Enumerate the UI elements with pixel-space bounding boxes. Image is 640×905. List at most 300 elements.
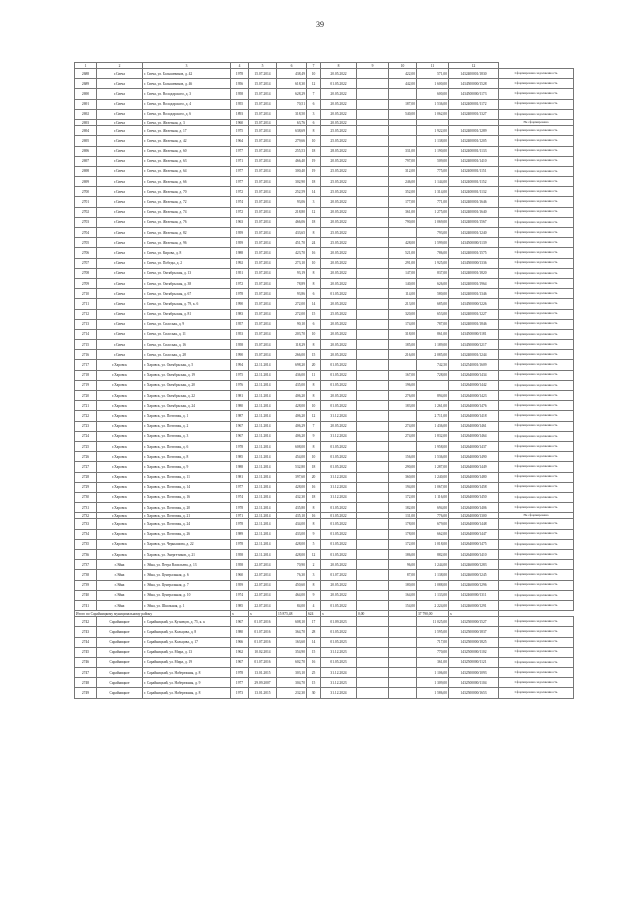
- cell-code: 1432640000/1418: [449, 411, 499, 421]
- cell-status: Сформирована задолженность: [499, 657, 574, 667]
- cell-c7: 6: [307, 319, 321, 329]
- cell-n: 2735: [75, 539, 97, 549]
- cell-year: 1983: [231, 309, 249, 319]
- cell-address: г. Свеча, ул. Октябрьская, д. 38: [143, 278, 231, 288]
- cell-sum: 194,00: [389, 482, 417, 492]
- cell-c7: 8: [307, 519, 321, 529]
- cell-date: 15.07.2014: [249, 299, 277, 309]
- cell-c9: [357, 289, 389, 299]
- cell-settlement: г.Харовск: [97, 431, 143, 441]
- cell-sum: 540,00: [389, 109, 417, 119]
- cell-area: 232,30: [277, 688, 307, 698]
- cell-status: Сформирована задолженность: [499, 197, 574, 207]
- cell-code: 1432640000/1437: [449, 441, 499, 451]
- cell-area: 266,00: [277, 350, 307, 360]
- cell-settlement: г.Харовск: [97, 529, 143, 539]
- cell-sum2: 1 133,00: [417, 590, 449, 600]
- cell-n: 2710: [75, 289, 97, 299]
- cell-area: 78,89: [277, 278, 307, 288]
- cell-year: 1987: [231, 411, 249, 421]
- cell-n: 2746: [75, 657, 97, 667]
- cell-sum: 274,00: [389, 431, 417, 441]
- cell-status: Сформирована задолженность: [499, 109, 574, 119]
- cell-status: Сформирована задолженность: [499, 89, 574, 99]
- cell-settlement: г.Харовск: [97, 550, 143, 560]
- cell-c7: 8: [307, 340, 321, 350]
- cell-sum2: 1 586,00: [417, 688, 449, 698]
- cell-sum: [389, 627, 417, 637]
- cell-area: 628,29: [277, 89, 307, 99]
- cell-c7: 9: [307, 529, 321, 539]
- cell-n: 2744: [75, 637, 97, 647]
- cell-c9: [357, 197, 389, 207]
- cell-c7: 12: [307, 207, 321, 217]
- table-row: [75, 492, 574, 502]
- cell-address: г. Свеча, ул. Железная, д. 82: [143, 228, 231, 238]
- cell-code: 1432640000/1448: [449, 519, 499, 529]
- cell-status: Сформирована задолженность: [499, 319, 574, 329]
- table-row: [75, 401, 574, 411]
- cell-date: 15.07.2014: [249, 248, 277, 258]
- cell-area: 532,80: [277, 462, 307, 472]
- cell-status: Сформирована задолженность: [499, 207, 574, 217]
- cell-c9: [357, 472, 389, 482]
- cell-address: г. Сарайницкий, ул. Кольцова, д. 17: [143, 637, 231, 647]
- cell-sum2: 1 275,00: [417, 207, 449, 217]
- cell-deadline: 31.12.2024: [321, 482, 357, 492]
- cell-sum: 442,00: [389, 79, 417, 89]
- cell-c9: [357, 529, 389, 539]
- cell-sum: 154,00: [389, 600, 417, 610]
- cell-code: 1432400001/1567: [449, 217, 499, 227]
- cell-c9: [357, 329, 389, 339]
- cell-area: 272,00: [277, 309, 307, 319]
- cell-year: 1958: [231, 340, 249, 350]
- table-row: [75, 560, 574, 570]
- cell-area: 428,00: [277, 482, 307, 492]
- cell-sum2: 509,00: [417, 156, 449, 166]
- cell-c7: 11: [307, 370, 321, 380]
- cell-c9: [357, 492, 389, 502]
- cell-status: Сформирована задолженность: [499, 340, 574, 350]
- cell-n: 2723: [75, 421, 97, 431]
- cell-settlement: г.Харовск: [97, 401, 143, 411]
- cell-area: 70,90: [277, 560, 307, 570]
- cell-n: 2748: [75, 678, 97, 688]
- table-row: [75, 411, 574, 421]
- cell-year: 1978: [231, 668, 249, 678]
- cell-settlement: г.Свеча: [97, 268, 143, 278]
- cell-sum2: 1 138,00: [417, 570, 449, 580]
- cell-area: 304,70: [277, 678, 307, 688]
- cell-c7: 10: [307, 452, 321, 462]
- cell-sum2: 882,00: [417, 550, 449, 560]
- cell-n: 2718: [75, 370, 97, 380]
- cell-n: 2720: [75, 391, 97, 401]
- column-header: 10: [389, 63, 417, 69]
- cell-settlement: Сарайницкое: [97, 678, 143, 688]
- cell-n: 2698: [75, 166, 97, 176]
- cell-code: 1432460000/1283: [449, 560, 499, 570]
- cell-deadline: 20.05.2022: [321, 590, 357, 600]
- cell-sum: [389, 411, 417, 421]
- total-label: Итого по Сарайницкому муниципальному району: [75, 611, 231, 617]
- cell-year: 1971: [231, 513, 249, 519]
- cell-area: 428,00: [277, 550, 307, 560]
- cell-year: 1992: [231, 258, 249, 268]
- cell-area: 435,00: [277, 380, 307, 390]
- cell-area: 454,00: [277, 452, 307, 462]
- cell-deadline: 20.05.2022: [321, 421, 357, 431]
- cell-settlement: г.Харовск: [97, 370, 143, 380]
- cell-area: 406,20: [277, 431, 307, 441]
- cell-deadline: 31.12.2023: [321, 647, 357, 657]
- cell-address: г. Харовск, ул. Почтовая, д. 16: [143, 492, 231, 502]
- cell-n: 2695: [75, 136, 97, 146]
- cell-sum2: 1 287,00: [417, 462, 449, 472]
- cell-deadline: 01.05.2022: [321, 441, 357, 451]
- cell-status: Сформирована задолженность: [499, 482, 574, 492]
- cell-year: 1989: [231, 529, 249, 539]
- cell-date: 15.07.2014: [249, 79, 277, 89]
- cell-date: 15.07.2014: [249, 207, 277, 217]
- cell-sum: 797,00: [389, 156, 417, 166]
- cell-deadline: 20.05.2022: [321, 340, 357, 350]
- cell-date: 15.07.2014: [249, 319, 277, 329]
- cell-settlement: Сарайницкое: [97, 668, 143, 678]
- cell-address: г. Харовск, ул. Почтовая, д. 26: [143, 529, 231, 539]
- cell-deadline: 20.05.2022: [321, 248, 357, 258]
- cell-n: 2692: [75, 109, 97, 119]
- cell-date: 22.11.2014: [249, 529, 277, 539]
- cell-n: 2724: [75, 431, 97, 441]
- cell-address: г. Свеча, ул. Октябрьская, д. 81: [143, 309, 231, 319]
- cell-date: 22.11.2014: [249, 550, 277, 560]
- table-row: [75, 89, 574, 99]
- cell-status: Сформирована задолженность: [499, 560, 574, 570]
- cell-c7: 10: [307, 69, 321, 79]
- cell-address: г. Харовск, ул. Почтовая, д. 2: [143, 421, 231, 431]
- cell-code: 1432400001/1227: [449, 309, 499, 319]
- cell-area: 464,00: [277, 590, 307, 600]
- cell-code: 1432400001/1205: [449, 136, 499, 146]
- cell-c9: [357, 248, 389, 258]
- cell-settlement: г.Харовск: [97, 503, 143, 513]
- cell-c7: 6: [307, 289, 321, 299]
- cell-settlement: г.Харовск: [97, 441, 143, 451]
- cell-address: г. Харовск, ул. Почтовая, д. 9: [143, 462, 231, 472]
- cell-c9: [357, 401, 389, 411]
- cell-status: Сформирована задолженность: [499, 539, 574, 549]
- cell-c9: [357, 431, 389, 441]
- cell-deadline: 20.05.2022: [321, 207, 357, 217]
- cell-year: 1967: [231, 421, 249, 431]
- cell-area: 218,80: [277, 207, 307, 217]
- cell-address: г. Эйна, ул. Петра Васильева, д. 13: [143, 560, 231, 570]
- cell-year: 1988: [231, 248, 249, 258]
- cell-date: 15.07.2014: [249, 119, 277, 125]
- cell-deadline: 25.05.2022: [321, 228, 357, 238]
- cell-address: г. Свеча, ул. Железная, д. 64: [143, 166, 231, 176]
- cell-deadline: 01.05.2022: [321, 370, 357, 380]
- cell-c9: [357, 278, 389, 288]
- cell-c7: 8: [307, 503, 321, 513]
- cell-sum: 290,00: [389, 462, 417, 472]
- cell-address: г. Харовск, ул. Почтовая, д. 24: [143, 519, 231, 529]
- cell-sum: [389, 668, 417, 678]
- cell-code: 1434500000/1336: [449, 258, 499, 268]
- cell-year: 1990: [231, 350, 249, 360]
- cell-n: 2714: [75, 329, 97, 339]
- cell-area: 354,90: [277, 647, 307, 657]
- cell-deadline: 20.05.2022: [321, 109, 357, 119]
- cell-year: 1985: [231, 452, 249, 462]
- cell-deadline: 20.05.2022: [321, 156, 357, 166]
- cell-sum2: 1 261,00: [417, 401, 449, 411]
- cell-c7: 15: [307, 309, 321, 319]
- table-row: [75, 380, 574, 390]
- cell-settlement: г.Свеча: [97, 340, 143, 350]
- cell-status: Сформирована задолженность: [499, 299, 574, 309]
- column-header: 11: [417, 63, 449, 69]
- cell-sum2: 1 832,00: [417, 431, 449, 441]
- cell-address: г. Свеча, ул. Кирова, д. 8: [143, 248, 231, 258]
- cell-sum2: 1 536,00: [417, 99, 449, 109]
- cell-deadline: 01.05.2023: [321, 657, 357, 667]
- cell-status: Сформирована задолженность: [499, 668, 574, 678]
- cell-settlement: Сарайницкое: [97, 637, 143, 647]
- cell-sum2: 1 069,00: [417, 217, 449, 227]
- table-row: [75, 166, 574, 176]
- cell-status: Сформирована задолженность: [499, 441, 574, 451]
- table-row: [75, 309, 574, 319]
- cell-sum: [389, 678, 417, 688]
- cell-code: 1434500000/1139: [449, 238, 499, 248]
- cell-status: Сформирована задолженность: [499, 401, 574, 411]
- cell-sum2: 571,00: [417, 69, 449, 79]
- cell-n: 2703: [75, 217, 97, 227]
- cell-code: 1432400001/1410: [449, 156, 499, 166]
- cell-status: Сформирована задолженность: [499, 289, 574, 299]
- cell-n: 2689: [75, 79, 97, 89]
- cell-status: Сформирована задолженность: [499, 627, 574, 637]
- cell-date: 22.11.2014: [249, 492, 277, 502]
- cell-c9: [357, 177, 389, 187]
- cell-year: 1956: [231, 79, 249, 89]
- table-row: [75, 539, 574, 549]
- cell-n: 2717: [75, 360, 97, 370]
- cell-year: 1980: [231, 627, 249, 637]
- cell-sum2: 776,00: [417, 513, 449, 519]
- cell-sum2: 1 958,00: [417, 441, 449, 451]
- cell-n: 2740: [75, 590, 97, 600]
- cell-deadline: 01.05.2022: [321, 550, 357, 560]
- cell-settlement: г.Харовск: [97, 380, 143, 390]
- cell-n: 2701: [75, 197, 97, 207]
- cell-sum: 360,00: [389, 472, 417, 482]
- cell-code: 1432400001/1152: [449, 177, 499, 187]
- cell-deadline: 20.05.2022: [321, 278, 357, 288]
- cell-year: 1977: [231, 177, 249, 187]
- cell-n: 2734: [75, 529, 97, 539]
- cell-date: 15.07.2014: [249, 146, 277, 156]
- cell-address: г. Харовск, ул. Октябрьская, д. 19: [143, 370, 231, 380]
- cell-c9: [357, 600, 389, 610]
- cell-c7: 14: [307, 637, 321, 647]
- cell-c9: [357, 228, 389, 238]
- column-header: 5: [249, 63, 277, 69]
- cell-settlement: Сарайницкое: [97, 617, 143, 627]
- table-row: [75, 177, 574, 187]
- cell-area: 84,00: [277, 600, 307, 610]
- cell-c9: [357, 580, 389, 590]
- total-c7: 624: [307, 611, 321, 617]
- table-row: [75, 299, 574, 309]
- cell-sum2: 1 309,00: [417, 678, 449, 688]
- table-row: [75, 688, 574, 698]
- cell-settlement: г.Свеча: [97, 238, 143, 248]
- cell-sum2: 2 711,00: [417, 411, 449, 421]
- cell-status: Сформирована задолженность: [499, 529, 574, 539]
- cell-area: 279,66: [277, 136, 307, 146]
- cell-code: 1432400001/1646: [449, 197, 499, 207]
- cell-sum: 422,00: [389, 69, 417, 79]
- cell-code: 1432460000/1291: [449, 600, 499, 610]
- cell-address: г. Свеча, ул. Железная, д. 66: [143, 177, 231, 187]
- cell-sum: 318,00: [389, 329, 417, 339]
- cell-status: Сформирована задолженность: [499, 472, 574, 482]
- cell-c7: 16: [307, 513, 321, 519]
- cell-address: г. Свеча, ул. Железная, д. 72: [143, 197, 231, 207]
- table-row: [75, 657, 574, 667]
- cell-sum: 174,00: [389, 319, 417, 329]
- cell-sum2: 793,00: [417, 228, 449, 238]
- cell-area: 432,30: [277, 492, 307, 502]
- cell-address: г. Свеча, ул. Володарского, д. 3: [143, 89, 231, 99]
- cell-code: 1432640000/1464: [449, 431, 499, 441]
- cell-date: 22.11.2014: [249, 482, 277, 492]
- cell-c9: [357, 268, 389, 278]
- cell-deadline: 20.05.2022: [321, 319, 357, 329]
- cell-sum: 177,00: [389, 197, 417, 207]
- cell-c9: [357, 482, 389, 492]
- cell-sum: 131,00: [389, 513, 417, 519]
- cell-address: г. Свеча, ул. Железная, д. 60: [143, 146, 231, 156]
- cell-n: 2690: [75, 89, 97, 99]
- cell-c9: [357, 617, 389, 627]
- cell-code: 1432640000/1461: [449, 421, 499, 431]
- cell-year: 1981: [231, 472, 249, 482]
- cell-settlement: г.Харовск: [97, 391, 143, 401]
- cell-c9: [357, 560, 389, 570]
- cell-date: 15.07.2014: [249, 350, 277, 360]
- cell-status: Сформирована задолженность: [499, 580, 574, 590]
- cell-sum2: 1 106,00: [417, 668, 449, 678]
- cell-n: 2736: [75, 550, 97, 560]
- cell-deadline: 20.05.2022: [321, 580, 357, 590]
- cell-sum: 172,00: [389, 539, 417, 549]
- cell-code: 1432640000/1442: [449, 380, 499, 390]
- cell-address: г. Эйна, ул. Школьная, д. 1: [143, 600, 231, 610]
- table-row: [75, 391, 574, 401]
- cell-date: 15.07.2014: [249, 187, 277, 197]
- cell-sum: 790,00: [389, 217, 417, 227]
- cell-date: 22.11.2014: [249, 513, 277, 519]
- cell-c7: 25: [307, 668, 321, 678]
- cell-settlement: г.Харовск: [97, 539, 143, 549]
- cell-code: 1434500000/1217: [449, 340, 499, 350]
- cell-code: 1432500000/1527: [449, 617, 499, 627]
- cell-c9: [357, 370, 389, 380]
- table-row: [75, 360, 574, 370]
- cell-area: 618,30: [277, 79, 307, 89]
- cell-sum: 291,00: [389, 258, 417, 268]
- cell-n: 2709: [75, 278, 97, 288]
- cell-code: 1432500000/1121: [449, 657, 499, 667]
- cell-n: 2722: [75, 411, 97, 421]
- cell-year: 1955: [231, 99, 249, 109]
- cell-sum2: 1 067,00: [417, 482, 449, 492]
- cell-status: Сформирована задолженность: [499, 421, 574, 431]
- cell-c7: 10: [307, 329, 321, 339]
- cell-deadline: 01.05.2022: [321, 519, 357, 529]
- cell-address: г. Свеча, ул. Октябрьская, д. 13: [143, 268, 231, 278]
- cell-c9: [357, 441, 389, 451]
- cell-code: 1432400001/1830: [449, 69, 499, 79]
- table-row: [75, 69, 574, 79]
- page-number: 39: [316, 20, 324, 29]
- cell-code: 1432540001/1609: [449, 360, 499, 370]
- cell-settlement: Сарайницкое: [97, 657, 143, 667]
- cell-area: 303,10: [277, 668, 307, 678]
- cell-n: 2743: [75, 627, 97, 637]
- cell-n: 2708: [75, 268, 97, 278]
- cell-deadline: 20.05.2022: [321, 258, 357, 268]
- cell-settlement: г.Харовск: [97, 472, 143, 482]
- table-row: [75, 197, 574, 207]
- cell-status: Сформирована задолженность: [499, 329, 574, 339]
- cell-address: г. Свеча, ул. Железная, д. 63: [143, 156, 231, 166]
- cell-date: 15.07.2014: [249, 268, 277, 278]
- cell-c7: 8: [307, 391, 321, 401]
- table-row: [75, 627, 574, 637]
- cell-date: 15.07.2014: [249, 136, 277, 146]
- cell-address: г. Харовск, ул. Почтовая, д. 1: [143, 411, 231, 421]
- cell-c9: [357, 539, 389, 549]
- cell-code: 1434500000/1173: [449, 89, 499, 99]
- cell-deadline: 20.05.2022: [321, 217, 357, 227]
- cell-c9: [357, 627, 389, 637]
- cell-code: 1432640000/1449: [449, 462, 499, 472]
- cell-year: 1975: [231, 126, 249, 136]
- cell-sum2: 742,50: [417, 360, 449, 370]
- cell-deadline: 25.05.2022: [321, 166, 357, 176]
- cell-address: г. Свеча, ул. Большевиков, д. 46: [143, 79, 231, 89]
- cell-deadline: 31.12.2024: [321, 688, 357, 698]
- table-row: [75, 647, 574, 657]
- cell-sum: 167,00: [389, 370, 417, 380]
- total-c4: х: [231, 611, 249, 617]
- cell-status: Сформирована задолженность: [499, 309, 574, 319]
- cell-settlement: Сарайницкое: [97, 688, 143, 698]
- cell-area: 406,29: [277, 421, 307, 431]
- cell-deadline: 25.05.2022: [321, 238, 357, 248]
- cell-n: 2712: [75, 309, 97, 319]
- cell-c7: 16: [307, 248, 321, 258]
- cell-date: 22.11.2014: [249, 441, 277, 451]
- cell-date: 22.07.2014: [249, 580, 277, 590]
- cell-c7: 3: [307, 197, 321, 207]
